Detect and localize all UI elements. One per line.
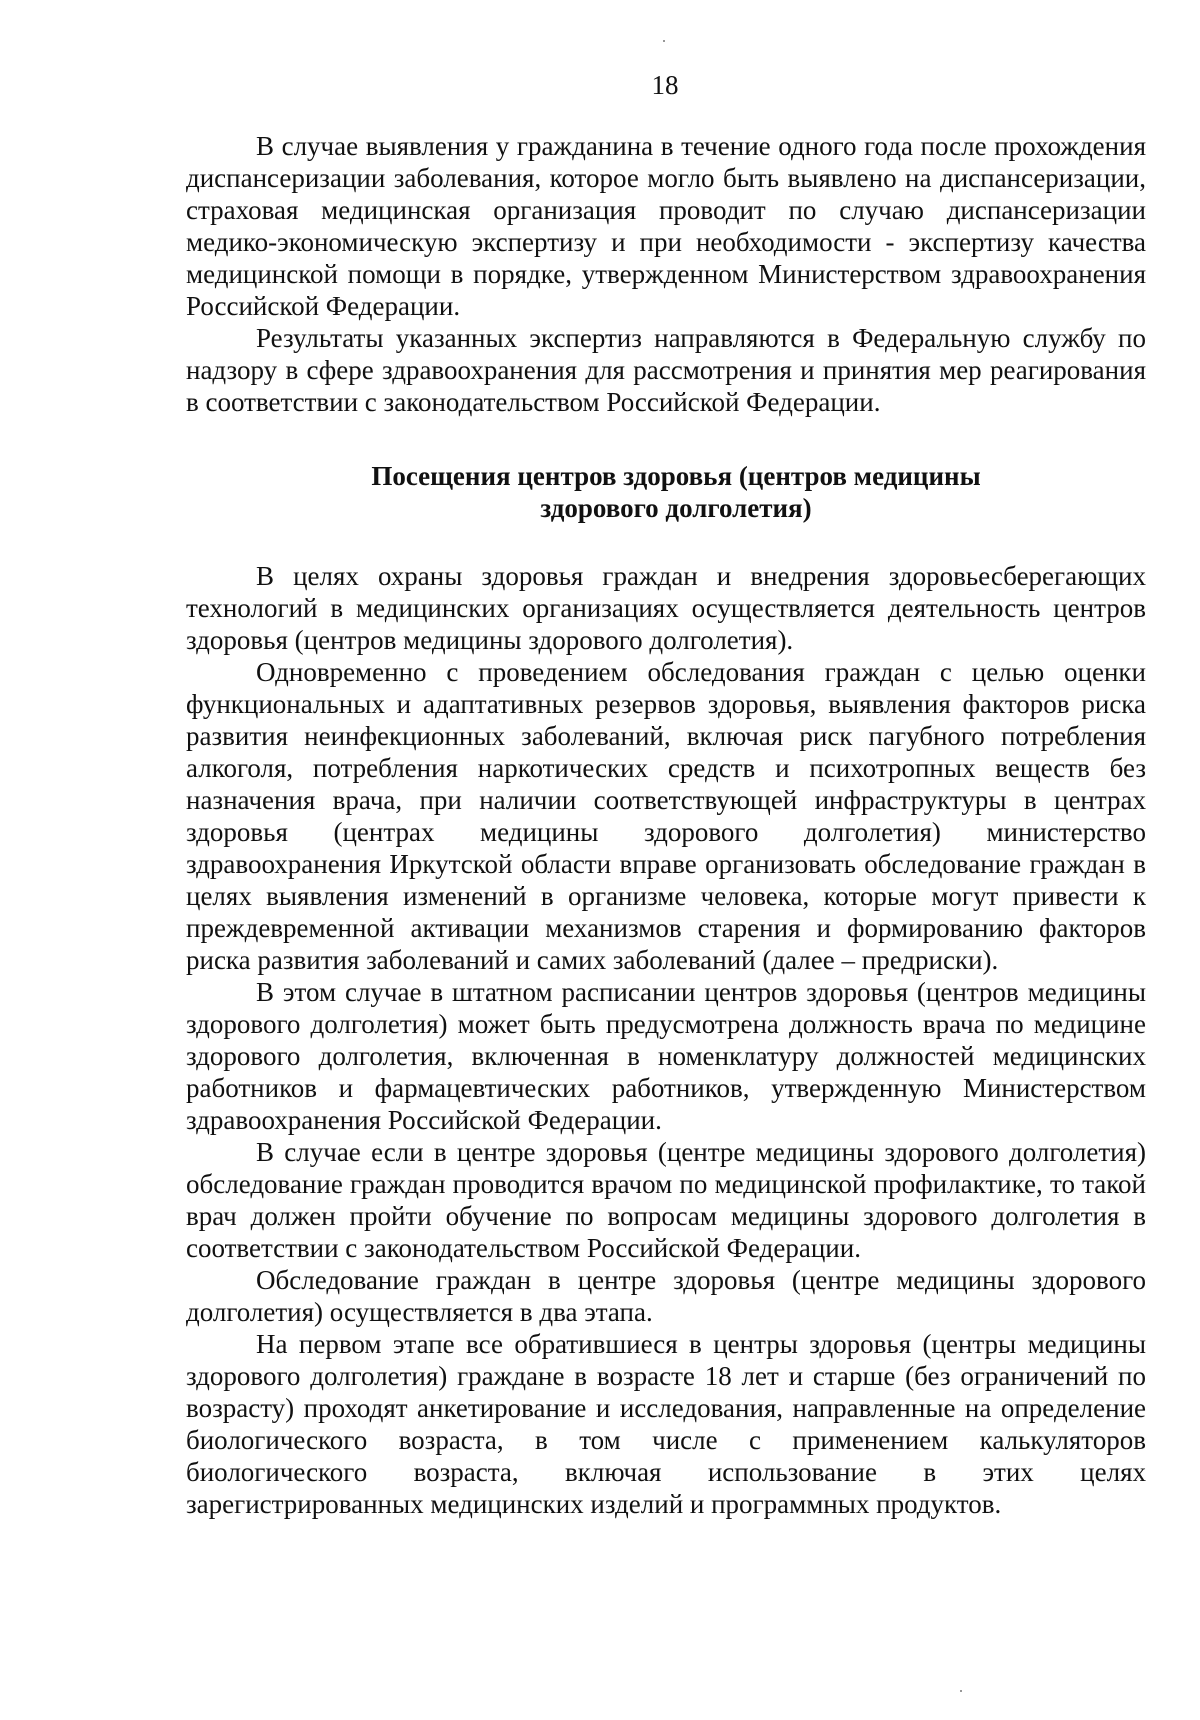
document-body [186, 130, 1146, 1520]
section-heading-line: Посещения центров здоровья (центров медицины [371, 461, 981, 491]
paragraph: Результаты указанных экспертиз направляются в Федеральную службу по надзору в сфере здравоохранения для рассмотрения и принятия мер реагирования в соответствии с законодательством Российской Федерации. [186, 323, 1146, 417]
paragraph: Одновременно с проведением обследования граждан с целью оценки функциональных и адаптативных резервов здоровья, выявления факторов риска развития неинфекционных заболеваний, включая риск пагубного потребления алкоголя, потребления наркотических средств и психотропных веществ без назначения врача, при наличии соответствующей инфраструктуры в центрах здоровья (центрах медицины здорового долголетия) министерство здравоохранения Иркутской области вправе организовать обследование граждан в целях выявления изменений в организме человека, которые могут привести к преждевременной активации механизмов старения и формированию факторов риска развития заболеваний и самих заболеваний (далее – предриски). [186, 657, 1146, 975]
paragraph: В этом случае в штатном расписании центров здоровья (центров медицины здорового долголетия) может быть предусмотрена должность врача по медицине здорового долголетия, включенная в номенклатуру должностей медицинских работников и фармацевтических работников, утвержденную Министерством здравоохранения Российской Федерации. [186, 977, 1146, 1135]
page-number: 18 [651, 70, 679, 100]
paragraph: В случае если в центре здоровья (центре медицины здорового долголетия) обследование граждан проводится врачом по медицинской профилактике, то такой врач должен пройти обучение по вопросам медицины здорового долголетия в соответствии с законодательством Российской Федерации. [186, 1137, 1146, 1263]
section-heading [186, 460, 1146, 524]
section-heading-line: здорового долголетия) [540, 493, 812, 523]
scan-speck [960, 1690, 962, 1692]
paragraph: В случае выявления у гражданина в течение одного года после прохождения диспансеризации заболевания, которое могло быть выявлено на диспансеризации, страховая медицинская организация проводит по случаю диспансеризации медико-экономическую экспертизу и при необходимости - экспертизу качества медицинской помощи в порядке, утвержденном Министерством здравоохранения Российской Федерации. [186, 131, 1146, 321]
paragraph: Обследование граждан в центре здоровья (центре медицины здорового долголетия) осуществляется в два этапа. [186, 1265, 1146, 1327]
paragraph: На первом этапе все обратившиеся в центры здоровья (центры медицины здорового долголетия) граждане в возрасте 18 лет и старше (без ограничений по возрасту) проходят анкетирование и исследования, направленные на определение биологического возраста, в том числе с применением калькуляторов биологического возраста, включая использование в этих целях зарегистрированных медицинских изделий и программных продуктов. [186, 1329, 1146, 1519]
paragraph: В целях охраны здоровья граждан и внедрения здоровьесберегающих технологий в медицинских организациях осуществляется деятельность центров здоровья (центров медицины здорового долголетия). [186, 561, 1146, 655]
scan-speck [663, 40, 665, 42]
